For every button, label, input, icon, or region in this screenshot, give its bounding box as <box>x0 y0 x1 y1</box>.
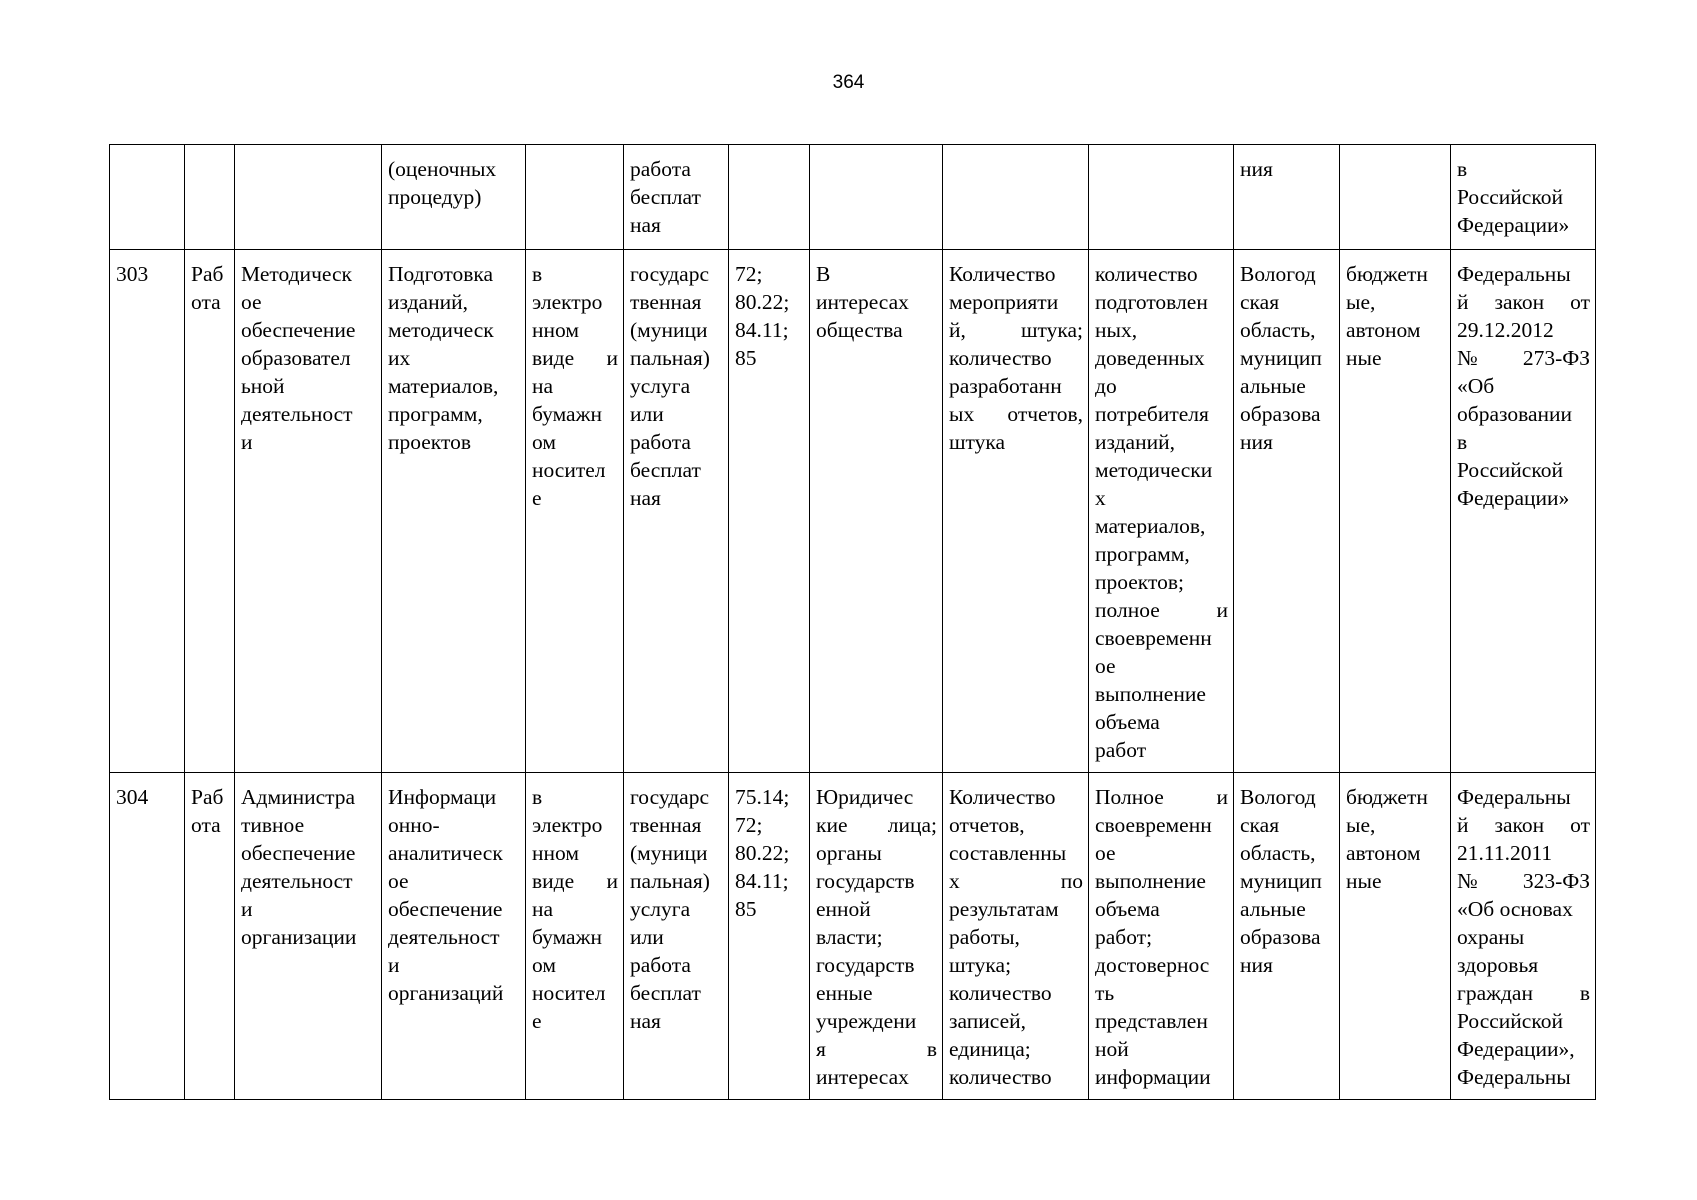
cell-text-line: ной <box>1095 1037 1129 1061</box>
cell-text-line: государс <box>630 785 709 809</box>
cell-text-line: 85 <box>735 897 757 921</box>
cell-text-line: бесплат <box>630 458 701 482</box>
cell-text-line: ния <box>1240 430 1273 454</box>
cell-text-line: ных, <box>1095 318 1138 342</box>
table-cell-col-quality-indicators <box>1089 250 1234 773</box>
cell-text-line: или <box>630 925 664 949</box>
cell-text-line: бумажн <box>532 925 602 949</box>
cell-text-line: № 323-ФЗ <box>1457 869 1590 893</box>
cell-text-line: й, штука; <box>949 318 1083 342</box>
table-body <box>110 145 1596 1100</box>
cell-text-line: Методическ <box>241 262 352 286</box>
cell-text-line: 80.22; <box>735 290 790 314</box>
cell-text-line: на <box>532 374 554 398</box>
cell-text-line: бумажн <box>532 402 602 426</box>
cell-text-line: е <box>532 1009 542 1033</box>
cell-text-line: тивное <box>241 813 305 837</box>
cell-text-line: 303 <box>116 262 149 286</box>
cell-text-line: выполнение <box>1095 869 1206 893</box>
cell-text-line: обеспечение <box>241 841 356 865</box>
cell-text-line: нном <box>532 318 579 342</box>
page-number: 364 <box>832 72 865 93</box>
cell-text-line: автоном <box>1346 841 1421 865</box>
table-row <box>110 145 1596 250</box>
cell-text-line: ная <box>630 213 661 237</box>
cell-text-line: количество <box>1095 262 1198 286</box>
cell-text-line: в <box>1457 430 1468 454</box>
cell-text-line: услуга <box>630 897 691 921</box>
cell-text-line: информации <box>1095 1065 1211 1089</box>
cell-text-line: ые, <box>1346 290 1376 314</box>
cell-text-line: Количество <box>949 785 1056 809</box>
cell-text-line: твенная <box>630 813 702 837</box>
cell-text-line: муницип <box>1240 869 1322 893</box>
cell-text-line: ная <box>630 1009 661 1033</box>
cell-text-line: государс <box>630 262 709 286</box>
table-cell-col-okved <box>729 250 810 773</box>
cell-text-line: единица; <box>949 1037 1031 1061</box>
cell-text-line: твенная <box>630 290 702 314</box>
cell-text-line: ом <box>532 953 556 977</box>
cell-text-line: альные <box>1240 897 1306 921</box>
cell-text-line: работа <box>630 430 691 454</box>
cell-text-line: 21.11.2011 <box>1457 841 1553 865</box>
cell-text-line: деятельност <box>388 925 500 949</box>
cell-text-line: Юридичес <box>816 785 914 809</box>
cell-text-line: организаций <box>388 981 504 1005</box>
cell-text-line: автоном <box>1346 318 1421 342</box>
table-cell-col-volume-indicators <box>943 773 1089 1100</box>
table-row <box>110 773 1596 1100</box>
table-cell-col-volume-indicators <box>943 145 1089 250</box>
cell-text-line: или <box>630 402 664 426</box>
cell-text-line: Федеральны <box>1457 1065 1571 1089</box>
cell-text-line: в <box>532 785 543 809</box>
cell-text-line: Федеральны <box>1457 262 1571 286</box>
cell-text-line: бесплат <box>630 981 701 1005</box>
cell-text-line: разработанн <box>949 374 1062 398</box>
cell-text-line: Федерации», <box>1457 1037 1575 1061</box>
cell-text-line: Подготовка <box>388 262 494 286</box>
table-cell-col-region <box>1234 773 1340 1100</box>
cell-text-line: ое <box>241 290 262 314</box>
cell-text-line: электро <box>532 813 603 837</box>
cell-text-line: граждан в <box>1457 981 1590 1005</box>
cell-text-line: «Об основах <box>1457 897 1573 921</box>
cell-text-line: Раб <box>191 262 224 286</box>
table-cell-col-legal-basis <box>1451 250 1596 773</box>
cell-text-line: составленны <box>949 841 1067 865</box>
cell-text-line: изданий, <box>388 290 468 314</box>
cell-text-line: электро <box>532 290 603 314</box>
cell-text-line: работа <box>630 953 691 977</box>
cell-text-line: 304 <box>116 785 149 809</box>
cell-text-line: Федерации» <box>1457 213 1570 237</box>
table-cell-col-kind <box>624 145 729 250</box>
cell-text-line: й закон от <box>1457 290 1590 314</box>
cell-text-line: процедур) <box>388 185 482 209</box>
cell-text-line: онно- <box>388 813 440 837</box>
cell-text-line: проектов <box>388 430 471 454</box>
table-cell-col-legal-basis <box>1451 145 1596 250</box>
cell-text-line: на <box>532 897 554 921</box>
cell-text-line: Федерации» <box>1457 486 1570 510</box>
cell-text-line: количество <box>949 1065 1052 1089</box>
cell-text-line: 85 <box>735 346 757 370</box>
cell-text-line: пальная) <box>630 346 710 370</box>
cell-text-line: 72; <box>735 813 763 837</box>
cell-text-line: образовател <box>241 346 351 370</box>
table-cell-col-type <box>185 250 235 773</box>
cell-text-line: охраны <box>1457 925 1525 949</box>
cell-text-line: организации <box>241 925 357 949</box>
cell-text-line: муницип <box>1240 346 1322 370</box>
cell-text-line: (муници <box>630 318 708 342</box>
table-cell-col-okved <box>729 145 810 250</box>
cell-text-line: отчетов, <box>949 813 1025 837</box>
cell-text-line: Раб <box>191 785 224 809</box>
table-row <box>110 250 1596 773</box>
cell-text-line: работа <box>630 157 691 181</box>
cell-text-line: деятельност <box>241 869 353 893</box>
cell-text-line: й закон от <box>1457 813 1590 837</box>
cell-text-line: потребителя <box>1095 402 1209 426</box>
cell-text-line: объема <box>1095 710 1160 734</box>
cell-text-line: я в <box>816 1037 937 1061</box>
cell-text-line: Федеральны <box>1457 785 1571 809</box>
cell-text-line: носител <box>532 458 606 482</box>
cell-text-line: и <box>241 430 253 454</box>
table-cell-col-content <box>382 250 526 773</box>
cell-text-line: 84.11; <box>735 318 789 342</box>
cell-text-line: е <box>532 486 542 510</box>
cell-text-line: 72; <box>735 262 763 286</box>
cell-text-line: Информаци <box>388 785 497 809</box>
cell-text-line: методическ <box>388 318 494 342</box>
cell-text-line: и <box>241 897 253 921</box>
cell-text-line: подготовлен <box>1095 290 1208 314</box>
cell-text-line: 80.22; <box>735 841 790 865</box>
table-cell-col-type <box>185 145 235 250</box>
cell-text-line: Полное и <box>1095 785 1228 809</box>
cell-text-line: штука <box>949 430 1006 454</box>
cell-text-line: ния <box>1240 953 1273 977</box>
cell-text-line: ные <box>1346 346 1382 370</box>
cell-text-line: Вологод <box>1240 262 1316 286</box>
cell-text-line: Администра <box>241 785 356 809</box>
table-cell-col-name <box>235 145 382 250</box>
table-cell-col-number <box>110 145 185 250</box>
cell-text-line: «Об <box>1457 374 1495 398</box>
cell-text-line: и <box>388 953 400 977</box>
cell-text-line: государств <box>816 953 915 977</box>
cell-text-line: программ, <box>1095 542 1190 566</box>
cell-text-line: интересах <box>816 290 909 314</box>
cell-text-line: программ, <box>388 402 483 426</box>
cell-text-line: енной <box>816 897 871 921</box>
cell-text-line: енные <box>816 981 873 1005</box>
cell-text-line: ом <box>532 430 556 454</box>
cell-text-line: до <box>1095 374 1117 398</box>
cell-text-line: количество <box>949 346 1052 370</box>
cell-text-line: достовернос <box>1095 953 1210 977</box>
cell-text-line: штука; <box>949 953 1012 977</box>
cell-text-line: обеспечение <box>241 318 356 342</box>
cell-text-line: виде и <box>532 346 618 370</box>
cell-text-line: ое <box>1095 841 1116 865</box>
cell-text-line: записей, <box>949 1009 1026 1033</box>
cell-text-line: образова <box>1240 925 1321 949</box>
registry-table <box>109 144 1596 1100</box>
table-cell-col-okved <box>729 773 810 1100</box>
table-cell-col-content <box>382 773 526 1100</box>
table-cell-col-kind <box>624 250 729 773</box>
table-cell-col-kind <box>624 773 729 1100</box>
table-cell-col-consumers <box>810 145 943 250</box>
cell-text-line: 75.14; <box>735 785 790 809</box>
cell-text-line: альные <box>1240 374 1306 398</box>
cell-text-line: Вологод <box>1240 785 1316 809</box>
cell-text-line: х по <box>949 869 1083 893</box>
cell-text-line: образова <box>1240 402 1321 426</box>
cell-text-line: материалов, <box>1095 514 1206 538</box>
cell-text-line: образовании <box>1457 402 1573 426</box>
cell-text-line: 84.11; <box>735 869 789 893</box>
cell-text-line: ская <box>1240 813 1280 837</box>
cell-text-line: доведенных <box>1095 346 1205 370</box>
cell-text-line: область, <box>1240 318 1316 342</box>
table-cell-col-name <box>235 773 382 1100</box>
cell-text-line: работ <box>1095 738 1147 762</box>
cell-text-line: (оценочных <box>388 157 497 181</box>
table-cell-col-institution-type <box>1340 145 1451 250</box>
cell-text-line: бюджетн <box>1346 785 1428 809</box>
cell-text-line: мероприяти <box>949 290 1059 314</box>
cell-text-line: В <box>816 262 831 286</box>
table-cell-col-quality-indicators <box>1089 145 1234 250</box>
cell-text-line: ота <box>191 813 221 837</box>
cell-text-line: полное и <box>1095 598 1228 622</box>
cell-text-line: пальная) <box>630 869 710 893</box>
cell-text-line: в <box>1457 157 1468 181</box>
cell-text-line: кие лица; <box>816 813 937 837</box>
table-cell-col-form <box>526 250 624 773</box>
cell-text-line: ть <box>1095 981 1115 1005</box>
cell-text-line: объема <box>1095 897 1160 921</box>
cell-text-line: своевременн <box>1095 626 1212 650</box>
cell-text-line: методически <box>1095 458 1213 482</box>
cell-text-line: государств <box>816 869 915 893</box>
table-cell-col-number <box>110 773 185 1100</box>
table-cell-col-volume-indicators <box>943 250 1089 773</box>
cell-text-line: изданий, <box>1095 430 1175 454</box>
table-cell-col-region <box>1234 145 1340 250</box>
cell-text-line: работ; <box>1095 925 1153 949</box>
cell-text-line: бесплат <box>630 185 701 209</box>
cell-text-line: Российской <box>1457 458 1563 482</box>
cell-text-line: власти; <box>816 925 883 949</box>
cell-text-line: обеспечение <box>388 897 503 921</box>
cell-text-line: количество <box>949 981 1052 1005</box>
cell-text-line: ьной <box>241 374 285 398</box>
cell-text-line: здоровья <box>1457 953 1539 977</box>
cell-text-line: область, <box>1240 841 1316 865</box>
cell-text-line: носител <box>532 981 606 1005</box>
table-cell-col-form <box>526 145 624 250</box>
cell-text-line: ые, <box>1346 813 1376 837</box>
cell-text-line: услуга <box>630 374 691 398</box>
cell-text-line: ое <box>388 869 409 893</box>
table-cell-col-type <box>185 773 235 1100</box>
cell-text-line: ния <box>1240 157 1273 181</box>
cell-text-line: Российской <box>1457 1009 1563 1033</box>
cell-text-line: их <box>388 346 411 370</box>
cell-text-line: общества <box>816 318 903 342</box>
cell-text-line: представлен <box>1095 1009 1208 1033</box>
cell-text-line: Количество <box>949 262 1056 286</box>
cell-text-line: х <box>1095 486 1106 510</box>
cell-text-line: в <box>532 262 543 286</box>
cell-text-line: органы <box>816 841 882 865</box>
cell-text-line: ная <box>630 486 661 510</box>
cell-text-line: нном <box>532 841 579 865</box>
cell-text-line: Российской <box>1457 185 1563 209</box>
table-cell-col-region <box>1234 250 1340 773</box>
cell-text-line: учреждени <box>816 1009 917 1033</box>
table-cell-col-institution-type <box>1340 773 1451 1100</box>
cell-text-line: ота <box>191 290 221 314</box>
cell-text-line: выполнение <box>1095 682 1206 706</box>
table-cell-col-number <box>110 250 185 773</box>
cell-text-line: ое <box>1095 654 1116 678</box>
cell-text-line: своевременн <box>1095 813 1212 837</box>
cell-text-line: 29.12.2012 <box>1457 318 1554 342</box>
cell-text-line: проектов; <box>1095 570 1184 594</box>
table-cell-col-form <box>526 773 624 1100</box>
cell-text-line: результатам <box>949 897 1059 921</box>
cell-text-line: интересах <box>816 1065 909 1089</box>
cell-text-line: ные <box>1346 869 1382 893</box>
cell-text-line: работы, <box>949 925 1020 949</box>
table-cell-col-legal-basis <box>1451 773 1596 1100</box>
cell-text-line: № 273-ФЗ <box>1457 346 1590 370</box>
cell-text-line: ская <box>1240 290 1280 314</box>
cell-text-line: (муници <box>630 841 708 865</box>
table-cell-col-consumers <box>810 773 943 1100</box>
table-cell-col-quality-indicators <box>1089 773 1234 1100</box>
cell-text-line: ых отчетов, <box>949 402 1083 426</box>
table-cell-col-content <box>382 145 526 250</box>
cell-text-line: аналитическ <box>388 841 503 865</box>
table-cell-col-consumers <box>810 250 943 773</box>
table-cell-col-name <box>235 250 382 773</box>
cell-text-line: бюджетн <box>1346 262 1428 286</box>
cell-text-line: виде и <box>532 869 618 893</box>
cell-text-line: деятельност <box>241 402 353 426</box>
table-cell-col-institution-type <box>1340 250 1451 773</box>
cell-text-line: материалов, <box>388 374 499 398</box>
